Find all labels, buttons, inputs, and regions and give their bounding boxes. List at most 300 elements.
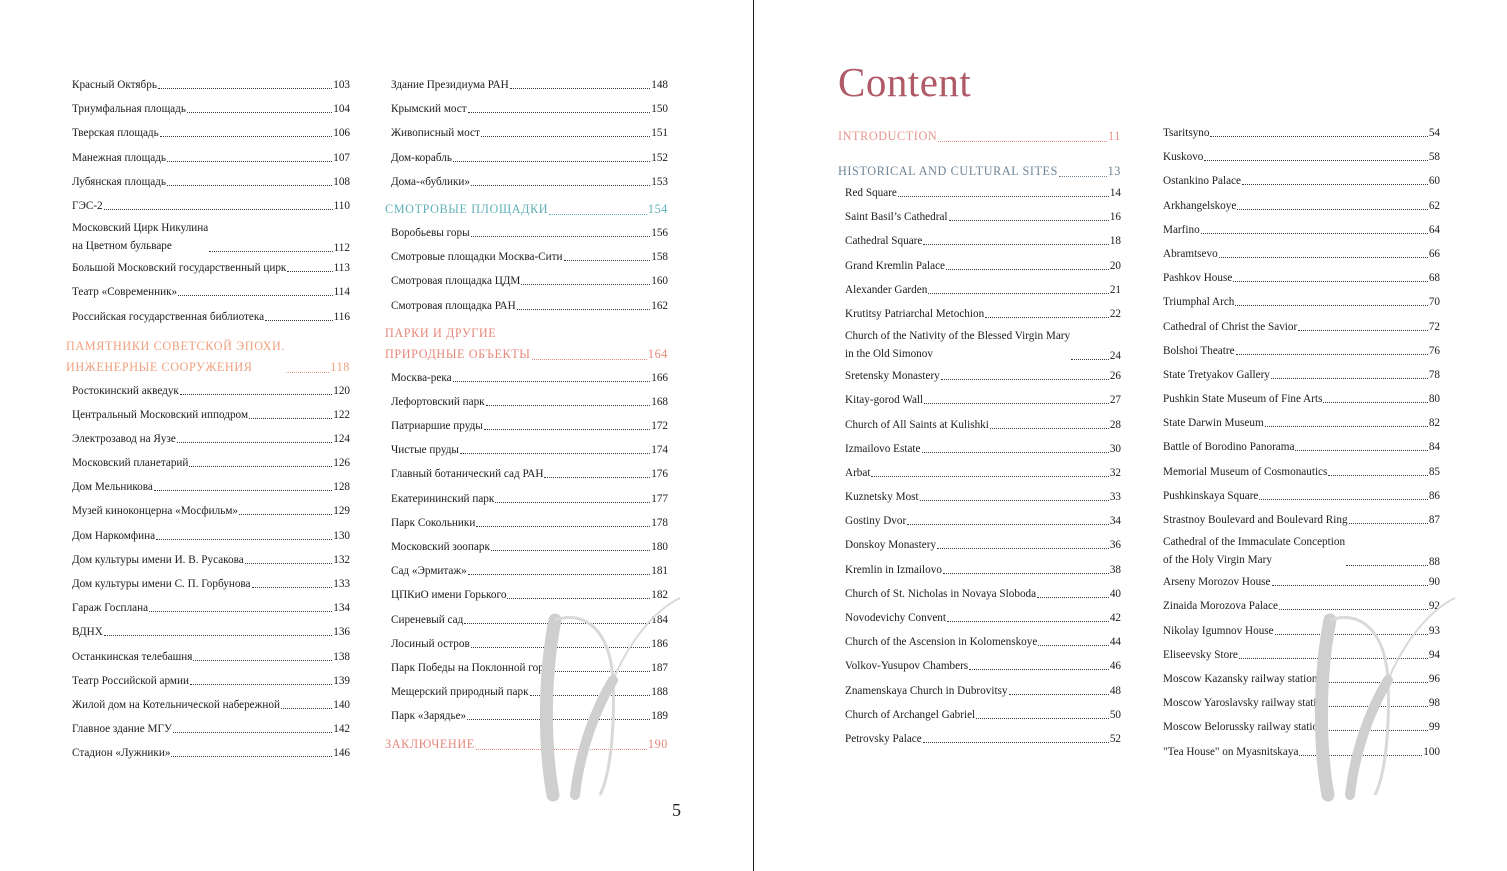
toc-entry[interactable]	[1163, 174, 1440, 188]
dot-leader	[1071, 359, 1109, 360]
toc-entry[interactable]	[391, 443, 668, 457]
toc-entry-title: Музей киноконцерна «Мосфильм»	[72, 505, 239, 518]
toc-entry[interactable]	[391, 613, 668, 627]
toc-entry-page: 126	[333, 457, 350, 470]
dot-leader	[1325, 730, 1428, 731]
dot-leader	[104, 209, 333, 210]
dot-leader	[517, 309, 651, 310]
toc-entry-title: Marfino	[1163, 223, 1200, 236]
toc-section-title: ЗАКЛЮЧЕНИЕ	[385, 736, 475, 751]
dot-leader	[281, 708, 332, 709]
toc-entry[interactable]	[1163, 199, 1440, 213]
toc-entry-title: Гараж Госплана	[72, 602, 149, 615]
toc-entry[interactable]	[72, 126, 350, 140]
toc-entry[interactable]	[845, 490, 1121, 504]
toc-entry[interactable]	[1163, 489, 1440, 503]
toc-entry-page: 30	[1109, 442, 1121, 455]
dot-leader	[550, 671, 650, 672]
toc-entry-title: Московский зоопарк	[391, 541, 490, 553]
toc-entry[interactable]	[1163, 440, 1440, 454]
dot-leader	[471, 647, 650, 648]
toc-entry-title: Church of St. Nicholas in Novaya Sloboda	[845, 587, 1037, 600]
toc-entry[interactable]	[391, 661, 668, 675]
toc-entry-page: 168	[651, 395, 668, 408]
toc-section-parks[interactable]	[385, 323, 668, 365]
toc-entry-title: Pashkov House	[1163, 272, 1233, 285]
toc-entry-title: Saint Basil’s Cathedral	[845, 211, 948, 224]
toc-entry-page: 110	[333, 199, 350, 212]
dot-leader	[1349, 523, 1428, 524]
toc-entry-title: Главный ботанический сад РАН	[391, 468, 544, 481]
toc-entry-title: Российская государственная библиотека	[72, 310, 265, 323]
toc-entry-page: 129	[333, 505, 350, 518]
toc-entry[interactable]	[391, 685, 668, 699]
toc-entry[interactable]	[72, 553, 350, 567]
dot-leader	[898, 196, 1109, 197]
toc-entry[interactable]	[845, 442, 1121, 456]
toc-section-viewpoints[interactable]	[385, 199, 668, 220]
toc-entry-title: Крымский мост	[391, 103, 467, 116]
toc-entry-title: Cathedral Square	[845, 235, 923, 248]
toc-entry-page: 58	[1428, 151, 1440, 164]
dot-leader	[286, 372, 329, 373]
toc-entry[interactable]	[845, 514, 1121, 528]
toc-entry-title: Театр Российской армии	[72, 674, 189, 687]
toc-entry-page: 166	[651, 371, 668, 384]
toc-entry-page: 136	[333, 626, 350, 639]
dot-leader	[1346, 565, 1428, 566]
toc-entry-title: Nikolay Igumnov House	[1163, 624, 1274, 637]
toc-section-page: 164	[647, 346, 668, 361]
toc-entry[interactable]	[1163, 696, 1440, 710]
toc-entry-page: 42	[1109, 612, 1121, 624]
toc-entry[interactable]	[1163, 575, 1440, 589]
dot-leader	[173, 732, 332, 733]
toc-entry-title: Grand Kremlin Palace	[845, 259, 946, 272]
toc-entry[interactable]	[391, 126, 668, 140]
toc-entry-page: 78	[1428, 368, 1440, 381]
toc-entry[interactable]	[845, 732, 1121, 746]
toc-entry-page: 96	[1428, 672, 1440, 685]
toc-entry[interactable]	[72, 529, 350, 543]
toc-entry[interactable]	[845, 234, 1121, 248]
toc-entry-title: Gostiny Dvor	[845, 515, 907, 528]
toc-entry-title: Триумфальная площадь	[72, 103, 186, 116]
dot-leader	[1259, 499, 1427, 500]
dot-leader	[481, 136, 650, 137]
dot-leader	[1328, 475, 1427, 476]
dot-leader	[1233, 281, 1428, 282]
toc-entry-title: Большой Московский государственный цирк	[72, 262, 287, 275]
toc-entry[interactable]	[1163, 368, 1440, 382]
toc-entry[interactable]	[845, 307, 1121, 321]
toc-entry[interactable]	[1163, 392, 1440, 406]
toc-entry-title: Kremlin in Izmailovo	[845, 563, 942, 576]
toc-entry-title: Чистые пруды	[391, 444, 459, 457]
dot-leader	[468, 112, 651, 113]
dot-leader	[154, 490, 332, 491]
toc-entry-page: 138	[333, 650, 350, 663]
dot-leader	[1298, 330, 1428, 331]
toc-entry[interactable]	[845, 587, 1121, 601]
toc-entry-title: Sretensky Monastery	[845, 370, 940, 383]
dot-leader	[1271, 378, 1428, 379]
dot-leader	[544, 477, 650, 478]
toc-entry-page: 72	[1428, 320, 1440, 333]
toc-entry-page: 114	[333, 286, 350, 299]
toc-entry[interactable]	[72, 223, 350, 255]
toc-entry-page: 181	[651, 565, 668, 578]
dot-leader	[564, 260, 651, 261]
toc-entry-page: 60	[1428, 175, 1440, 188]
toc-entry[interactable]	[72, 698, 350, 712]
toc-entry-title: Arkhangelskoye	[1163, 199, 1237, 212]
spread-divider	[753, 0, 754, 871]
dot-leader	[1201, 233, 1428, 234]
toc-entry[interactable]	[391, 419, 668, 433]
toc-entry[interactable]	[1163, 271, 1440, 285]
toc-section-title: СМОТРОВЫЕ ПЛОЩАДКИ	[385, 201, 549, 216]
toc-entry-title: Москва-река	[391, 371, 452, 384]
toc-entry-title: Arseny Morozov House	[1163, 576, 1271, 589]
toc-section-title: INTRODUCTION	[838, 129, 938, 143]
toc-entry[interactable]	[845, 418, 1121, 432]
dot-leader	[976, 718, 1109, 719]
dot-leader	[167, 185, 332, 186]
toc-entry-title: State Tretyakov Gallery	[1163, 368, 1270, 381]
toc-entry[interactable]	[72, 674, 350, 688]
toc-entry[interactable]	[845, 466, 1121, 480]
content-title: Content	[838, 59, 972, 105]
toc-entry-title: Воробьевы горы	[391, 226, 470, 239]
toc-entry[interactable]	[1163, 465, 1440, 479]
toc-entry-title: ВДНХ	[72, 626, 103, 639]
toc-entry-page: 148	[651, 79, 668, 91]
toc-entry-title: Eliseevsky Store	[1163, 648, 1238, 661]
toc-entry[interactable]	[845, 369, 1121, 383]
dot-leader	[949, 220, 1109, 221]
toc-entry[interactable]	[845, 283, 1121, 297]
dot-leader	[969, 669, 1109, 670]
toc-entry-title: Дом культуры имени С. П. Горбунова	[72, 578, 251, 590]
toc-entry[interactable]	[391, 250, 668, 264]
toc-entry[interactable]	[1163, 624, 1440, 638]
toc-entry-title: Сиреневый сад	[391, 613, 464, 626]
toc-entry-page: 24	[1109, 350, 1121, 363]
toc-entry-title: Izmailovo Estate	[845, 442, 921, 455]
toc-entry-title: ГЭС-2	[72, 199, 103, 212]
toc-entry[interactable]	[1163, 720, 1440, 734]
toc-entry-page: 22	[1109, 307, 1121, 320]
toc-entry[interactable]	[845, 708, 1121, 722]
toc-entry[interactable]	[72, 310, 350, 324]
toc-entry-title: Лефортовский парк	[391, 395, 485, 408]
toc-entry-page: 32	[1109, 466, 1121, 479]
toc-section-title: HISTORICAL AND CULTURAL SITES	[838, 164, 1058, 178]
toc-entry-title: Смотровые площадки Москва-Сити	[391, 251, 563, 264]
toc-entry-title: Abramtsevo	[1163, 247, 1218, 260]
toc-entry-title: Moscow Kazansky railway station	[1163, 672, 1318, 685]
toc-entry[interactable]	[72, 650, 350, 664]
toc-entry-title: Лубянская площадь	[72, 175, 166, 188]
toc-entry-title: Church of the Nativity of the Blessed Virgin Mary in the Old Simonov	[845, 330, 1071, 361]
dot-leader	[1279, 609, 1428, 610]
toc-entry-title: Pushkin State Museum of Fine Arts	[1163, 393, 1323, 406]
toc-entry[interactable]	[1163, 672, 1440, 686]
dot-leader	[924, 403, 1109, 404]
toc-entry[interactable]	[72, 480, 350, 494]
toc-entry-page: 27	[1109, 394, 1121, 407]
toc-entry[interactable]	[845, 210, 1121, 224]
toc-entry[interactable]	[1163, 247, 1440, 261]
dot-leader	[1323, 402, 1427, 403]
toc-entry-page: 90	[1428, 576, 1440, 589]
toc-entry[interactable]	[72, 78, 350, 92]
toc-entry[interactable]	[391, 516, 668, 530]
dot-leader	[1219, 257, 1428, 258]
toc-entry[interactable]	[845, 186, 1121, 200]
toc-entry-title: Смотровая площадка ЦДМ	[391, 275, 521, 288]
toc-entry-title: Alexander Garden	[845, 283, 928, 296]
toc-entry-page: 151	[651, 127, 668, 140]
toc-section-introduction[interactable]	[838, 126, 1121, 147]
toc-entry-page: 184	[651, 613, 668, 626]
toc-entry[interactable]	[72, 722, 350, 736]
toc-entry-page: 189	[651, 710, 668, 723]
toc-entry-page: 107	[333, 151, 350, 164]
toc-entry-title: Cathedral of Christ the Savior	[1163, 320, 1298, 333]
toc-entry-page: 80	[1428, 393, 1440, 406]
dot-leader	[460, 453, 650, 454]
dot-leader	[923, 244, 1108, 245]
toc-entry-page: 85	[1428, 465, 1440, 478]
toc-entry[interactable]	[1163, 537, 1440, 569]
dot-leader	[471, 236, 651, 237]
toc-entry-title: Triumphal Arch	[1163, 296, 1235, 309]
toc-list-group-b	[72, 384, 350, 761]
dot-leader	[1204, 160, 1427, 161]
toc-entry-title: Стадион «Лужники»	[72, 747, 171, 760]
toc-entry-page: 18	[1109, 235, 1121, 248]
toc-entry[interactable]	[72, 746, 350, 760]
toc-entry-title: Парк Сокольники	[391, 516, 476, 529]
toc-entry-title: Novodevichy Convent	[845, 612, 946, 624]
toc-entry[interactable]	[72, 456, 350, 470]
left-page-col-1	[66, 78, 350, 771]
toc-entry[interactable]	[1163, 416, 1440, 430]
dot-leader	[510, 88, 650, 89]
toc-entry-page: 128	[333, 481, 350, 494]
toc-entry[interactable]	[391, 395, 668, 409]
toc-entry[interactable]	[1163, 513, 1440, 527]
toc-entry[interactable]	[72, 601, 350, 615]
toc-entry[interactable]	[1163, 599, 1440, 613]
toc-entry[interactable]	[391, 564, 668, 578]
toc-entry[interactable]	[391, 371, 668, 385]
toc-list-group-b	[391, 226, 668, 313]
toc-entry-page: 113	[333, 262, 350, 275]
toc-entry-page: 21	[1109, 283, 1121, 296]
toc-entry[interactable]	[72, 504, 350, 518]
toc-section-title: ПАМЯТНИКИ СОВЕТСКОЙ ЭПОХИ. ИНЖЕНЕРНЫЕ СООРУЖЕНИЯ	[66, 338, 286, 374]
dot-leader	[104, 635, 332, 636]
toc-section-historical-sites[interactable]	[838, 161, 1121, 182]
dot-leader	[947, 621, 1109, 622]
toc-entry[interactable]	[391, 492, 668, 506]
toc-entry[interactable]	[72, 408, 350, 422]
dot-leader	[907, 524, 1109, 525]
toc-entry-page: 103	[333, 79, 350, 91]
toc-entry-title: Church of the Ascension in Kolomenskoye	[845, 636, 1038, 649]
toc-list-group-a	[391, 78, 668, 189]
toc-entry-title: Мещерский природный парк	[391, 686, 529, 699]
toc-entry-title: Патриаршие пруды	[391, 420, 483, 433]
toc-entry[interactable]	[72, 432, 350, 446]
toc-entry[interactable]	[72, 625, 350, 639]
toc-entry[interactable]	[391, 540, 668, 554]
toc-entry[interactable]	[845, 538, 1121, 552]
right-page-col-1	[838, 126, 1121, 756]
dot-leader	[1329, 706, 1428, 707]
toc-entry[interactable]	[72, 102, 350, 116]
toc-entry[interactable]	[1163, 295, 1440, 309]
toc-entry-page: 178	[651, 516, 668, 529]
toc-entry[interactable]	[845, 659, 1121, 673]
dot-leader	[532, 359, 647, 360]
toc-entry[interactable]	[1163, 745, 1440, 759]
toc-entry[interactable]	[72, 577, 350, 591]
dot-leader	[491, 550, 650, 551]
toc-entry-title: Kuznetsky Most	[845, 491, 919, 504]
dot-leader	[1037, 597, 1109, 598]
dot-leader	[476, 526, 650, 527]
toc-entry-title: Ostankino Palace	[1163, 175, 1241, 188]
toc-entry[interactable]	[72, 175, 350, 189]
dot-leader	[1237, 209, 1427, 210]
dot-leader	[287, 271, 332, 272]
toc-section-soviet[interactable]	[66, 336, 350, 378]
toc-entry[interactable]	[391, 78, 668, 92]
toc-entry-page: 116	[333, 310, 350, 323]
toc-entry-title: Ростокинский акведук	[72, 384, 179, 397]
toc-entry[interactable]	[845, 259, 1121, 273]
toc-entry[interactable]	[391, 467, 668, 481]
toc-entry-page: 70	[1428, 296, 1440, 309]
toc-entry-page: 50	[1109, 708, 1121, 721]
toc-entry[interactable]	[845, 393, 1121, 407]
toc-entry-page: 187	[651, 661, 668, 674]
toc-entry[interactable]	[391, 102, 668, 116]
toc-entry[interactable]	[391, 588, 668, 602]
dot-leader	[1235, 305, 1427, 306]
toc-entry[interactable]	[1163, 126, 1440, 140]
dot-leader	[941, 379, 1109, 380]
toc-entry-page: 146	[333, 747, 350, 760]
toc-entry-title: Дома-«бублики»	[391, 175, 471, 188]
toc-entry[interactable]	[391, 637, 668, 651]
toc-entry-page: 108	[333, 175, 350, 188]
toc-entry-page: 174	[651, 444, 668, 457]
toc-section-conclusion[interactable]	[385, 734, 668, 755]
toc-entry[interactable]	[845, 611, 1121, 625]
toc-entry-page: 48	[1109, 684, 1121, 697]
toc-entry-title: Здание Президиума РАН	[391, 79, 509, 91]
toc-entry-page: 87	[1428, 514, 1440, 526]
toc-entry[interactable]	[845, 684, 1121, 698]
toc-entry-title: Смотровая площадка РАН	[391, 299, 516, 312]
toc-entry-page: 46	[1109, 660, 1121, 673]
toc-entry-page: 88	[1428, 556, 1440, 569]
dot-leader	[922, 452, 1109, 453]
toc-entry-page: 98	[1428, 697, 1440, 710]
toc-entry-title: Электрозавод на Яузе	[72, 432, 176, 445]
toc-entry-title: State Darwin Museum	[1163, 417, 1264, 430]
toc-entry[interactable]	[845, 563, 1121, 577]
toc-entry[interactable]	[1163, 344, 1440, 358]
toc-entry-title: Парк «Зарядье»	[391, 710, 467, 723]
toc-entry[interactable]	[1163, 223, 1440, 237]
dot-leader	[946, 269, 1109, 270]
toc-entry-page: 150	[651, 103, 668, 116]
toc-entry-page: 40	[1109, 587, 1121, 600]
toc-entry[interactable]	[72, 261, 350, 275]
toc-entry[interactable]	[845, 331, 1121, 363]
dot-leader	[938, 141, 1107, 142]
toc-entry[interactable]	[1163, 150, 1440, 164]
toc-entry-title: Московский планетарий	[72, 457, 189, 470]
toc-entry[interactable]	[72, 285, 350, 299]
toc-entry-title: Volkov-Yusupov Chambers	[845, 660, 969, 673]
toc-entry[interactable]	[391, 175, 668, 189]
dot-leader	[1009, 694, 1109, 695]
dot-leader	[1236, 354, 1428, 355]
dot-leader	[530, 695, 651, 696]
toc-entry[interactable]	[391, 299, 668, 313]
toc-entry[interactable]	[1163, 648, 1440, 662]
toc-entry[interactable]	[391, 226, 668, 240]
toc-entry-title: Tsaritsyno	[1163, 127, 1210, 139]
toc-entry-page: 162	[651, 299, 668, 312]
dot-leader	[209, 251, 332, 252]
toc-entry[interactable]	[1163, 320, 1440, 334]
dot-leader	[149, 611, 332, 612]
toc-entry-page: 112	[333, 242, 350, 255]
toc-entry[interactable]	[391, 709, 668, 723]
toc-entry-title: Манежная площадь	[72, 151, 167, 164]
toc-section-page: 154	[647, 201, 668, 216]
toc-entry[interactable]	[72, 151, 350, 165]
toc-entry[interactable]	[391, 274, 668, 288]
dot-leader	[1239, 658, 1428, 659]
toc-entry-page: 152	[651, 151, 668, 164]
toc-entry-page: 172	[651, 420, 668, 433]
toc-list-historical-continued	[1163, 126, 1440, 759]
toc-entry-title: Дом Наркомфина	[72, 529, 156, 542]
toc-entry-page: 84	[1428, 441, 1440, 454]
toc-entry-page: 176	[651, 468, 668, 481]
toc-entry[interactable]	[845, 635, 1121, 649]
dot-leader	[1318, 682, 1427, 683]
toc-entry[interactable]	[72, 384, 350, 398]
dot-leader	[985, 317, 1109, 318]
toc-entry[interactable]	[72, 199, 350, 213]
toc-entry-title: Екатерининский парк	[391, 492, 495, 505]
toc-entry-title: Bolshoi Theatre	[1163, 344, 1235, 357]
toc-entry-title: Cathedral of the Immaculate Conception of the Holy Virgin Mary	[1163, 536, 1346, 567]
dot-leader	[177, 442, 332, 443]
toc-entry[interactable]	[391, 151, 668, 165]
toc-entry-title: Главное здание МГУ	[72, 723, 172, 736]
